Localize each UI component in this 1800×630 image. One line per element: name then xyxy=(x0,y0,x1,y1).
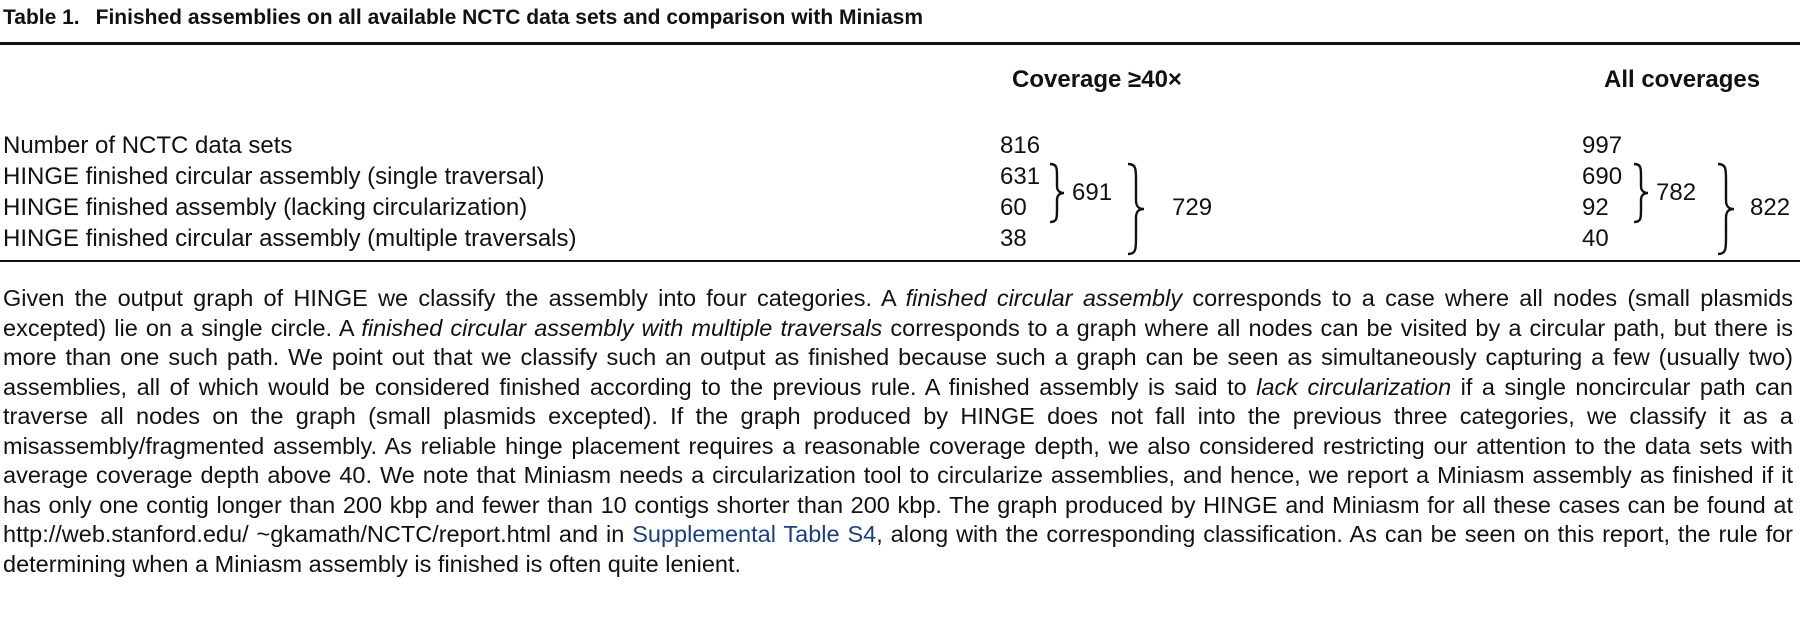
footnote-paragraph: Given the output graph of HINGE we classify the assembly into four categories. A finished circular assembly corresponds to a case where all nodes (small plasmids excepted) lie on a single circle. A finished circular assembly with multiple traversals corresponds to a graph where all nodes can be visited by a circular path, but there is more than one such path. We point out that we classify such an output as finished because such a graph can be seen as simultaneously capturing a few (usually two) assemblies, all of which would be considered finished according to the previous rule. A finished assembly is said to lack circularization if a single noncircular path can traverse all nodes on the graph (small plasmids excepted). If the graph produced by HINGE does not fall into the previous three categories, we classify it as a misassembly/fragmented assembly. As reliable hinge placement requires a reasonable coverage depth, we also considered restricting our attention to the data sets with average coverage depth above 40. We note that Miniasm needs a circularization tool to circularize assemblies, and hence, we report a Miniasm assembly as finished if it has only one contig longer than 200 kbp and fewer than 10 contigs shorter than 200 kbp. The graph produced by HINGE and Miniasm for all these cases can be found at http://web.stanford.edu/ ~gkamath/NCTC/report.html and in Supplemental Table S4, along with the corresponding classification. As can be seen on this report, the rule for determining when a Miniasm assembly is finished is often quite lenient. xyxy=(3,285,1794,577)
cell-lacking-circ-cov40: 60 xyxy=(1000,194,1027,221)
cell-circular-multiple-cov40: 38 xyxy=(1000,225,1027,252)
term-finished-circular: finished circular assembly xyxy=(905,285,1183,311)
table-title xyxy=(3,6,923,30)
brace-large-all xyxy=(1716,162,1736,256)
top-rule xyxy=(0,42,1800,45)
bottom-rule xyxy=(0,260,1800,262)
total-cov40: 729 xyxy=(1172,194,1213,221)
cell-datasets-all: 997 xyxy=(1582,132,1623,159)
brace-large-cov40 xyxy=(1126,162,1146,256)
column-header-coverage-40: Coverage ≥40× xyxy=(1012,66,1182,93)
cell-circular-single-cov40: 631 xyxy=(1000,163,1041,190)
term-lack-circularization: lack circularization xyxy=(1256,373,1452,400)
row-label-circular-multiple: HINGE finished circular assembly (multiple traversals) xyxy=(3,225,577,252)
cell-datasets-cov40: 816 xyxy=(1000,132,1041,159)
supplemental-table-link[interactable]: Supplemental Table S4 xyxy=(632,521,877,547)
cell-circular-single-all: 690 xyxy=(1582,163,1623,190)
subtotal-all: 782 xyxy=(1656,179,1697,206)
subtotal-cov40: 691 xyxy=(1072,179,1113,206)
term-multiple-traversals: finished circular assembly with multiple traversals xyxy=(361,314,883,341)
brace-small-all xyxy=(1632,162,1650,224)
row-label-lacking-circularization: HINGE finished assembly (lacking circularization) xyxy=(3,194,528,221)
cell-circular-multiple-all: 40 xyxy=(1582,225,1609,252)
table-footnote xyxy=(3,284,1793,579)
total-all: 822 xyxy=(1750,194,1791,221)
table-label: Table 1. xyxy=(3,6,80,29)
row-label-circular-single: HINGE finished circular assembly (single traversal) xyxy=(3,163,545,190)
row-label-datasets: Number of NCTC data sets xyxy=(3,132,293,159)
table-caption: Finished assemblies on all available NCTC data sets and comparison with Miniasm xyxy=(95,6,924,29)
column-header-all-coverages: All coverages xyxy=(1604,66,1761,93)
cell-lacking-circ-all: 92 xyxy=(1582,194,1609,221)
brace-small-cov40 xyxy=(1048,162,1066,224)
